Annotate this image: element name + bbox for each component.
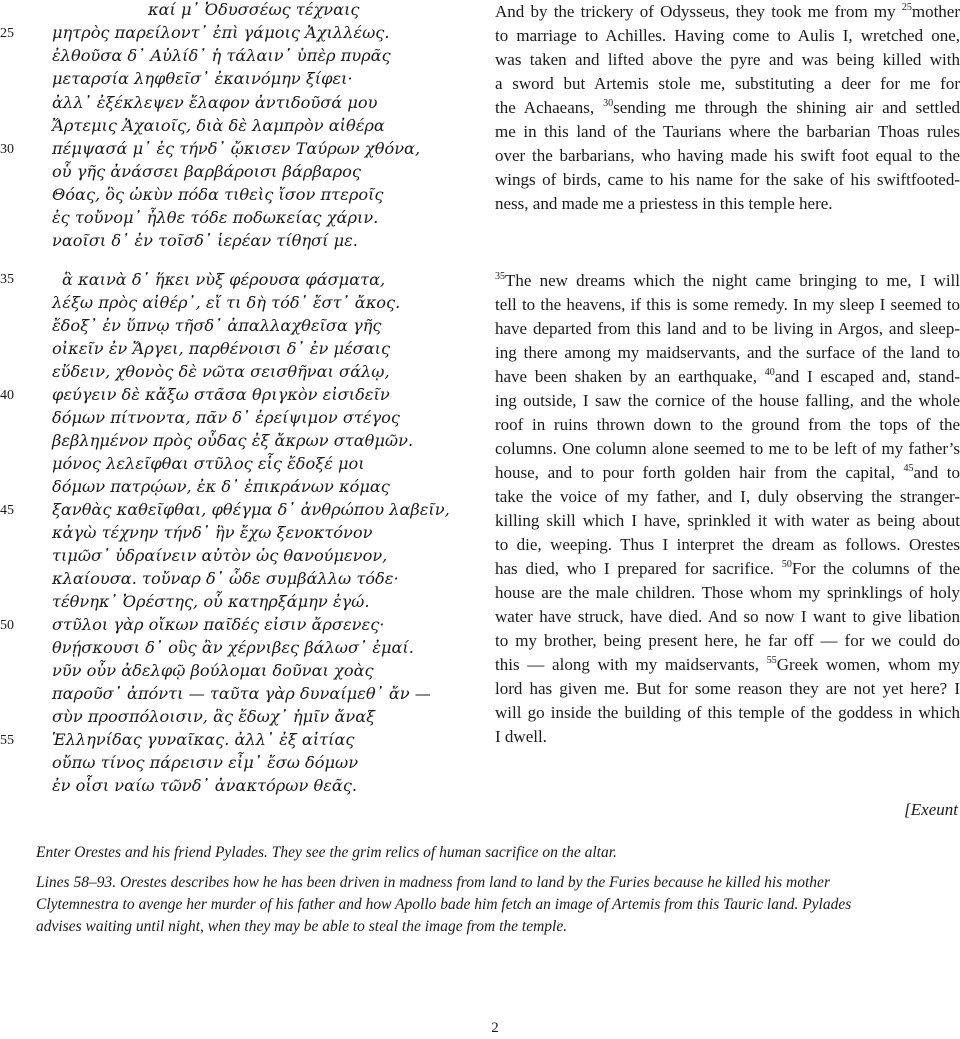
- greek-line: εὕδειν, χθονὸς δὲ νῶτα σεισθῆναι σάλῳ,: [52, 362, 390, 381]
- scene-summary: [36, 872, 960, 938]
- greek-line: οὔπω τίνος πάρεισιν εἶμ᾽ ἔσω δόμων: [52, 753, 359, 772]
- greek-line: βεβλημένον πρὸς οὖδας ἐξ ἄκρων σταθμῶν.: [52, 431, 414, 450]
- summary-line: Clytemnestra to avenge her murder of his father and how Apollo bade him fetch an image of Artemis from this Tauric land. Pylades: [36, 896, 852, 913]
- greek-line: ἐν οἷσι ναίω τῶνδ᾽ ἀνακτόρων θεᾶς.: [52, 776, 358, 795]
- greek-line: στῦλοι γὰρ οἴκων παῖδές εἰσιν ἄρσενες·: [52, 615, 385, 634]
- english-paragraph-1: [495, 0, 960, 216]
- greek-line: ξανθὰς καθεῖφθαι, φθέγμα δ᾽ ἀνθρώπου λαβεῖν,: [52, 500, 450, 519]
- greek-line: Θόας, ὃς ὠκὺν πόδα τιθεὶς ἴσον πτεροῖς: [52, 185, 384, 204]
- greek-line: μητρὸς παρείλοντ᾽ ἐπὶ γάμοις Ἀχιλλέως.: [52, 23, 390, 42]
- english-line: killing skill which I have, sprinkled it with water as being about: [495, 511, 960, 530]
- english-line: me in this land of the Taurians where the barbarian Thoas rules: [495, 122, 960, 141]
- english-line: the Achaeans, $^{30}$sending me through the shining air and settled: [495, 98, 960, 117]
- greek-line: τιμῶσ᾽ ὑδραίνειν αὐτὸν ὡς θανούμενον,: [52, 546, 388, 565]
- line-number: 35: [0, 272, 14, 287]
- english-line: water have struck, have died. And so now I want to give libation: [495, 607, 960, 626]
- exeunt-direction: [Exeunt: [904, 800, 958, 819]
- english-line: a sword but Artemis stole me, substituting a deer for me for: [495, 74, 960, 93]
- greek-line: φεύγειν δὲ κἄξω στᾶσα θριγκὸν εἰσιδεῖν: [52, 385, 390, 404]
- english-paragraph-2: [495, 269, 960, 749]
- english-line: roof in ruins thrown down to the ground from the tops of the: [495, 415, 960, 434]
- english-line: to marriage to Achilles. Having come to Aulis I, wretched one,: [495, 26, 960, 45]
- english-line: house are the male children. Those whom my sprinklings of holy: [495, 583, 960, 602]
- greek-line: δόμων πατρῴων, ἐκ δ᾽ ἐπικράνων κόμας: [52, 477, 390, 496]
- english-line: has died, who I prepared for sacrifice. $^{50}$For the columns of the: [495, 559, 960, 578]
- summary-line: Lines 58–93. Orestes describes how he has been driven in madness from land to land by the Furies because he killed his mother: [36, 874, 830, 891]
- greek-line: μεταρσία ληφθεῖσ᾽ ἐκαινόμην ξίφει·: [52, 69, 353, 88]
- greek-line: κἀγὼ τέχνην τήνδ᾽ ἣν ἔχω ξενοκτόνον: [52, 523, 373, 542]
- english-line: And by the trickery of Odysseus, they took me from my $^{25}$mother: [495, 2, 960, 21]
- english-line: tell to the heavens, if this is some remedy. In my sleep I seemed to: [495, 295, 960, 314]
- english-line: ing there among my maidservants, and the surface of the land to: [495, 343, 960, 362]
- english-line: I dwell.: [495, 727, 547, 746]
- greek-line: τέθνηκ᾽ Ὀρέστης, οὗ κατηρξάμην ἐγώ.: [52, 592, 370, 611]
- greek-line: νῦν οὖν ἀδελφῷ βούλομαι δοῦναι χοὰς: [52, 661, 374, 680]
- english-line: take the voice of my father, and I, duly observing the stranger-: [495, 487, 960, 506]
- english-line: have been shaken by an earthquake, $^{40}$and I escaped and, stand-: [495, 367, 960, 386]
- greek-line: σὺν προσπόλοισιν, ἃς ἔδωχ᾽ ἡμῖν ἄναξ: [52, 707, 376, 726]
- line-number: 55: [0, 733, 14, 748]
- english-line: was taken and lifted above the pyre and was being killed with: [495, 50, 960, 69]
- greek-line: Ἑλληνίδας γυναῖκας. ἀλλ᾽ ἐξ αἰτίας: [52, 730, 355, 749]
- greek-line: ναοῖσι δ᾽ ἐν τοῖσδ᾽ ἱερέαν τίθησί με.: [52, 231, 358, 250]
- english-line: have departed from this land and to be living in Argos, and sleep-: [495, 319, 960, 338]
- greek-line: πέμψασά μ᾽ ἐς τήνδ᾽ ᾤκισεν Ταύρων χθόνα,: [52, 139, 421, 158]
- greek-line: ἃ καινὰ δ᾽ ἥκει νὺξ φέρουσα φάσματα,: [62, 270, 386, 289]
- english-line: lord has given me. But for some reason they are not yet here? I: [495, 679, 960, 698]
- greek-line: Ἄρτεμις Ἀχαιοῖς, διὰ δὲ λαμπρὸν αἰθέρα: [52, 116, 385, 135]
- english-line: columns. One column alone seemed to me to be left of my father’s: [495, 439, 960, 458]
- stage-direction: Enter Orestes and his friend Pylades. They see the grim relics of human sacrifice on the altar.: [36, 844, 617, 861]
- english-line: to die, weeping. Thus I interpret the dream as follows. Orestes: [495, 535, 960, 554]
- english-line: ness, and made me a priestess in this temple here.: [495, 194, 833, 213]
- greek-line: ἀλλ᾽ ἐξέκλεψεν ἔλαφον ἀντιδοῦσά μου: [52, 93, 378, 112]
- greek-line: ἐς τοὔνομ᾽ ἦλθε τόδε ποδωκείας χάριν.: [52, 208, 379, 227]
- english-line: over the barbarians, who having made his swift foot equal to the: [495, 146, 960, 165]
- greek-line: δόμων πίτνοντα, πᾶν δ᾽ ἐρείψιμον στέγος: [52, 408, 400, 427]
- greek-line: μόνος λελεῖφθαι στῦλος εἷς ἔδοξέ μοι: [52, 454, 365, 473]
- line-number: 45: [0, 503, 14, 518]
- greek-line: κλαίουσα. τοὔναρ δ᾽ ὧδε συμβάλλω τόδε·: [52, 569, 399, 588]
- line-number: 25: [0, 26, 14, 41]
- line-number: 30: [0, 142, 14, 157]
- english-line: wings of birds, came to his name for the sake of his swiftfooted-: [495, 170, 960, 189]
- greek-line: καί μ᾽ Ὀδυσσέως τέχναις: [148, 0, 360, 19]
- greek-line: οἰκεῖν ἐν Ἄργει, παρθένοισι δ᾽ ἐν μέσαις: [52, 339, 391, 358]
- greek-line: οὗ γῆς ἀνάσσει βαρβάροισι βάρβαρος: [52, 162, 361, 181]
- greek-line: ἐλθοῦσα δ᾽ Αὐλίδ᾽ ἡ τάλαιν᾽ ὑπὲρ πυρᾶς: [52, 46, 391, 65]
- line-number: 50: [0, 618, 14, 633]
- page-number: 2: [491, 1020, 499, 1036]
- english-line: will go inside the building of this temple of the goddess in which: [495, 703, 960, 722]
- english-line: $^{35}$The new dreams which the night came bringing to me, I will: [495, 271, 960, 290]
- summary-line: advises waiting until night, when they may be able to steal the image from the temple.: [36, 918, 568, 935]
- english-line: ing outside, I saw the cornice of the house falling, and the whole: [495, 391, 960, 410]
- greek-line: λέξω πρὸς αἰθέρ᾽, εἴ τι δὴ τόδ᾽ ἔστ᾽ ἄκος.: [52, 293, 401, 312]
- line-number: 40: [0, 388, 14, 403]
- greek-line: ἔδοξ᾽ ἐν ὕπνῳ τῆσδ᾽ ἀπαλλαχθεῖσα γῆς: [52, 316, 382, 335]
- greek-line: θνῄσκουσι δ᾽ οὓς ἂν χέρνιβες βάλωσ᾽ ἐμαί.: [52, 638, 414, 657]
- english-line: this — along with my maidservants, $^{55}$Greek women, whom my: [495, 655, 960, 674]
- english-line: to my brother, being present here, he far off — for we could do: [495, 631, 960, 650]
- english-line: house, and to pour forth golden hair from the capital, $^{45}$and to: [495, 463, 960, 482]
- greek-line: παροῦσ᾽ ἀπόντι — ταῦτα γὰρ δυναίμεθ᾽ ἄν —: [52, 684, 431, 703]
